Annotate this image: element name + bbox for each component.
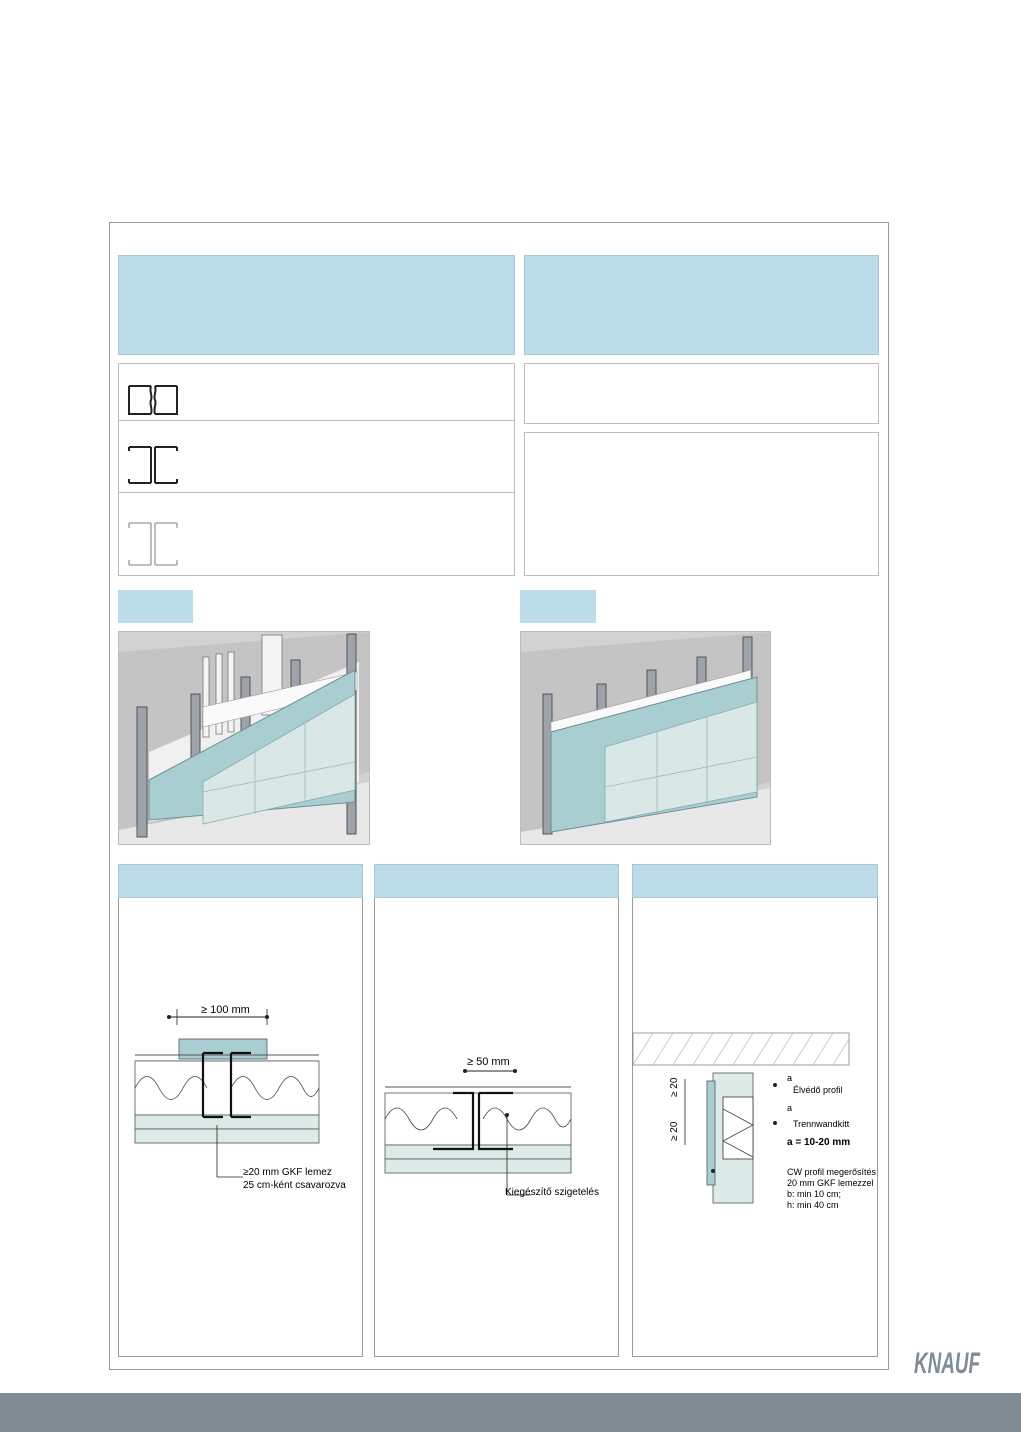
label-cw-line2: 20 mm GKF lemezzel (787, 1178, 874, 1188)
note-gkf-line1: ≥20 mm GKF lemez (243, 1167, 332, 1178)
dim-20-second: ≥ 20 (669, 1121, 680, 1141)
dim-a-side: a (787, 1103, 793, 1113)
detail-panel-left-header (118, 864, 363, 898)
light-profile-icon (125, 519, 185, 569)
info-cell-1 (524, 363, 879, 424)
label-cw-line4: h: min 40 cm (787, 1200, 839, 1210)
dimension-100mm: ≥ 100 mm (201, 1004, 250, 1016)
knauf-logo (912, 1337, 982, 1381)
dim-20-first: ≥ 20 (669, 1077, 680, 1097)
detail-drawing-left (119, 995, 362, 1195)
header-block-left (118, 255, 515, 355)
back-to-back-profile-icon (125, 443, 185, 487)
note-insulation: Kiegészítő szigetelés (505, 1187, 599, 1198)
label-a-range: a = 10-20 mm (787, 1137, 851, 1148)
profile-row-1 (118, 363, 515, 421)
info-cell-2 (524, 432, 879, 576)
label-cw-line1: CW profil megerősítés (787, 1167, 877, 1177)
label-elvedo-profil: Élvédő profil (793, 1085, 843, 1095)
detail-drawing-middle (375, 1045, 618, 1225)
profile-row-2 (118, 420, 515, 493)
detail-panel-left (118, 864, 363, 1357)
illustration-tab-right (520, 590, 596, 623)
detail-panel-right-header (632, 864, 878, 898)
footer-bar (0, 1393, 1021, 1432)
wall-illustration-left (118, 631, 370, 845)
detail-panel-right (632, 864, 878, 1357)
dim-a-top: a (787, 1073, 793, 1083)
logo-text: KNAUF (914, 1347, 981, 1380)
detail-panel-middle-header (374, 864, 619, 898)
detail-panel-middle (374, 864, 619, 1357)
note-gkf-line2: 25 cm-ként csavarozva (243, 1180, 346, 1191)
wall-illustration-right (520, 631, 771, 845)
label-cw-line3: b: min 10 cm; (787, 1189, 842, 1199)
header-block-right (524, 255, 879, 355)
illustration-tab-left (118, 590, 193, 623)
detail-drawing-right (633, 1033, 877, 1223)
double-cw-profile-icon (125, 382, 185, 418)
label-trennwandkitt: Trennwandkitt (793, 1119, 850, 1129)
profile-row-3 (118, 492, 515, 576)
dimension-50mm: ≥ 50 mm (467, 1056, 510, 1068)
